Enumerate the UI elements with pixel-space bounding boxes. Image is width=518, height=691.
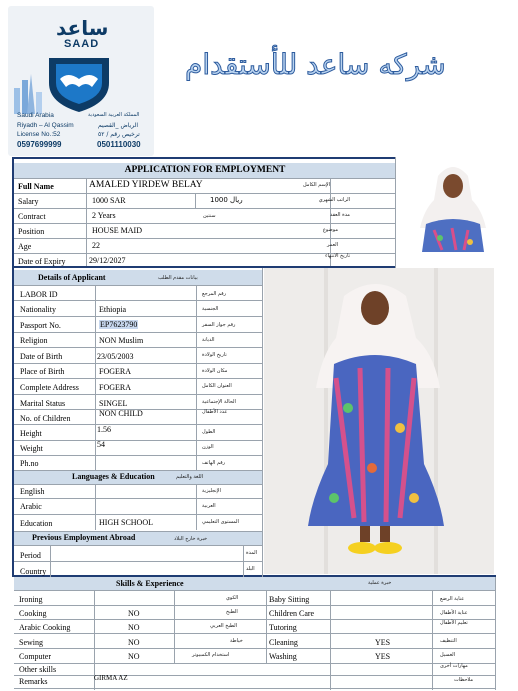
skills-heading: Skills & Experience [116,579,184,588]
other-skills-label: Other skills [19,665,57,674]
arabic-label: Arabic [20,502,42,511]
nationality-value: Ethiopia [99,305,127,314]
cleaning-value: YES [375,638,391,647]
sewing-label: Sewing [19,638,43,647]
english-label-ar: الإنجليزية [202,488,221,494]
religion-value: NON Muslim [99,336,144,345]
phone-label: Ph.no [20,459,39,468]
labor-id-label-ar: رقم المرجع [202,291,227,297]
previous-heading: Previous Employment Abroad [32,533,136,542]
logo-phone-2: 0501110030 [97,140,141,149]
expiry-value: 29/12/2027 [89,256,126,265]
pob-value: FOGERA [99,367,132,376]
arabic-cooking-label-ar: الطبخ العربي [210,623,237,629]
cooking-label: Cooking [19,609,47,618]
childcare-label-ar: عناية الأطفال [440,610,468,616]
computer-label: Computer [19,652,51,661]
city-skyline-icon [12,74,44,114]
passport-label-ar: رقم جواز السفر [202,322,236,328]
applicant-full-body-icon [264,268,494,574]
weight-value: 54 [97,440,105,449]
logo-country-en: Saudi Arabia [17,112,54,119]
contract-value-ar: سنتين [203,213,216,219]
children-label-ar: عدد الأطفال [202,409,228,415]
cleaning-label-ar: التنظيف [440,638,457,644]
remarks-label-ar: ملاحظات [454,677,474,683]
children-value: NON CHILD [99,409,143,418]
languages-heading: Languages & Education [72,472,155,481]
dob-label-ar: تاريخ الولادة [202,352,227,358]
logo-brand-english: SAAD [64,38,100,50]
applicant-photo-small [412,158,494,252]
expiry-label: Date of Expiry [18,257,66,266]
nationality-label-ar: الجنسية [202,306,219,312]
other-skills-label-ar: مهارات أخرى [440,663,468,669]
arabic-cooking-value: NO [128,623,140,632]
tutoring-label: Tutoring [269,623,297,632]
position-label-ar: موضوع [322,227,338,233]
cleaning-label: Cleaning [269,638,298,647]
marital-value: SINGEL [99,399,128,408]
company-title: شركه ساعد للأستقدام [185,48,446,81]
pob-label-ar: مكان الولادة [202,368,228,374]
frame-top-line [12,157,396,159]
applicant-portrait-icon [412,158,494,252]
applicant-photo-full [264,268,494,574]
logo-city-ar: الرياض _القصيم [98,122,139,129]
english-label: English [20,487,45,496]
details-heading: Details of Applicant [38,273,106,282]
country-label-ar: البلد [246,566,255,572]
full-name-label: Full Name [18,182,54,191]
children-label: No. of Children [20,414,71,423]
sewing-value: NO [128,638,140,647]
full-name-label-ar: الإسم الكامل [302,182,330,188]
age-value: 22 [92,241,100,250]
age-label-ar: العمر [327,242,338,248]
arabic-cooking-label: Arabic Cooking [19,623,71,632]
washing-value: YES [375,652,391,661]
education-label-ar: المستوى التعليمي [202,519,239,525]
remarks-value: GIRMA AZ [94,674,128,682]
address-label: Complete Address [20,383,79,392]
country-label: Country [20,567,47,576]
passport-value: EP7623790 [100,320,138,329]
education-label: Education [20,519,53,528]
languages-heading-ar: اللغة والتعليم [176,474,203,480]
ironing-label-ar: الكوي [226,595,239,601]
arabic-label-ar: العربية [202,503,216,509]
salary-label: Salary [18,197,39,206]
height-label-ar: الطول [202,429,216,435]
skills-heading-ar: خبرة عملية [368,580,392,586]
salary-label-ar: الراتب الشهري [318,197,350,203]
babysitting-label-ar: عناية الرضع [440,596,465,602]
full-name-value: AMALED YIRDEW BELAY [89,180,203,190]
logo-brand-arabic: ساعد [56,16,109,40]
skills-heading-band [14,577,496,590]
labor-id-label: LABOR ID [20,290,58,299]
period-label: Period [20,551,41,560]
washing-label-ar: الغسيل [440,652,456,658]
contract-label: Contract [18,212,46,221]
nationality-label: Nationality [20,305,56,314]
religion-label: Religion [20,336,48,345]
logo-license-ar: ترخيص رقم / ٥٢ [98,131,140,138]
previous-heading-ar: خبرة خارج البلاد [174,536,208,542]
height-value: 1.56 [97,425,111,434]
salary-value: 1000 SAR [92,196,126,205]
remarks-label: Remarks [19,677,48,686]
phone-label-ar: رقم الهاتف [202,460,226,466]
dob-value: 23/05/2003 [97,352,134,361]
tutoring-label-ar: تعليم الأطفال [440,620,468,626]
position-value: HOUSE MAID [92,226,142,235]
contract-value: 2 Years [92,211,116,220]
handshake-shield-icon [46,55,112,113]
height-label: Height [20,429,42,438]
logo-country-ar: المملكة العربية السعودية [88,112,140,118]
salary-value-ar: 1000 ريال [210,196,243,204]
ironing-label: Ironing [19,595,43,604]
computer-value: NO [128,652,140,661]
age-label: Age [18,242,32,251]
logo-license-en: License No.:52 [17,131,61,138]
address-label-ar: العنوان الكامل [202,383,232,389]
contract-label-ar: مدة العقد [330,212,350,218]
dob-label: Date of Birth [20,352,63,361]
pob-label: Place of Birth [20,367,65,376]
religion-label-ar: الديانة [202,337,215,343]
sewing-label-ar: خياطة [230,638,243,644]
form-title: APPLICATION FOR EMPLOYMENT [124,165,286,175]
marital-label: Marital Status [20,399,66,408]
childcare-label: Children Care [269,609,315,618]
details-heading-ar: بيانات مقدم الطلب [158,275,198,281]
computer-label-ar: استخدام الكمبيوتر [192,652,230,658]
marital-label-ar: الحالة الإجتماعية [202,399,236,405]
washing-label: Washing [269,652,297,661]
cooking-value: NO [128,609,140,618]
expiry-label-ar: تاريخ الانتهاء [325,253,350,259]
logo-city-en: Riyadh – Al Qassim [17,122,74,129]
babysitting-label: Baby Sitting [269,595,310,604]
address-value: FOGERA [99,383,132,392]
education-value: HIGH SCHOOL [99,518,153,527]
cooking-label-ar: الطبخ [226,609,238,615]
period-label-ar: المدة [246,550,258,556]
weight-label: Weight [20,444,43,453]
logo-phone-1: 0597699999 [17,140,62,149]
position-label: Position [18,227,45,236]
passport-label: Passport No. [20,321,61,330]
weight-label-ar: الوزن [202,444,214,450]
